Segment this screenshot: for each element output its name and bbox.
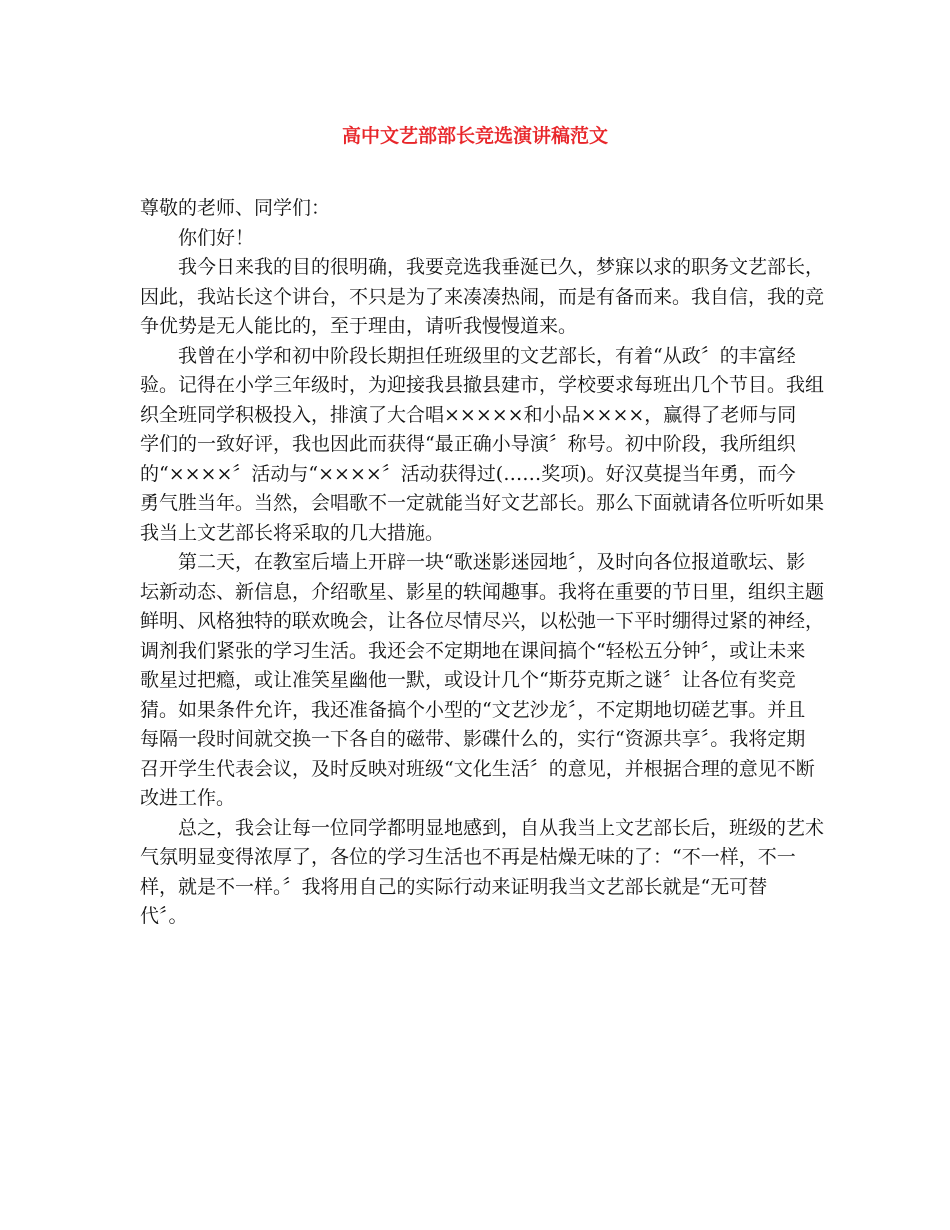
text-line: 的“××××〞活动与“××××〞活动获得过(……奖项)。好汉莫提当年勇，而今 <box>140 462 796 485</box>
text-line: 我当上文艺部长将采取的几大措施。 <box>140 521 445 544</box>
text-line: 争优势是无人能比的，至于理由，请听我慢慢道来。 <box>140 315 578 337</box>
text-line: 坛新动态、新信息，介绍歌星、影星的轶闻趣事。我将在重要的节日里，组织主题 <box>140 580 825 603</box>
document-title: 高中文艺部部长竞选演讲稿范文 <box>341 125 608 147</box>
text-line: 第二天，在教室后墙上开辟一块“歌迷影迷园地〞，及时向各位报道歌坛、影 <box>178 551 806 573</box>
text-line: 总之，我会让每一位同学都明显地感到，自从我当上文艺部长后，班级的艺术 <box>178 816 825 839</box>
text-line: 改进工作。 <box>140 787 236 809</box>
text-line: 气氛明显变得浓厚了，各位的学习生活也不再是枯燥无味的了：“不一样，不一 <box>140 846 796 868</box>
text-line: 验。记得在小学三年级时，为迎接我县撤县建市，学校要求每班出几个节目。我组 <box>140 374 825 396</box>
text-line: 织全班同学积极投入，排演了大合唱×××××和小品××××，赢得了老师与同 <box>140 403 797 426</box>
text-line: 勇气胜当年。当然，会唱歌不一定就能当好文艺部长。那么下面就请各位听听如果 <box>140 492 825 514</box>
text-line: 学们的一致好评，我也因此而获得“最正确小导演〞称号。初中阶段，我所组织 <box>140 433 796 455</box>
paragraph-lines <box>140 224 825 932</box>
text-line: 猜。如果条件允许，我还准备搞个小型的“文艺沙龙〞，不定期地切磋艺事。并且 <box>140 698 806 721</box>
text-line: 你们好！ <box>178 226 255 249</box>
text-line: 鲜明、风格独特的联欢晚会，让各位尽情尽兴，以松弛一下平时绷得过紧的神经， <box>140 610 825 632</box>
text-line: 样，就是不一样。〞我将用自己的实际行动来证明我当文艺部长就是“无可替 <box>140 875 768 898</box>
text-line: 我今日来我的目的很明确，我要竞选我垂涎已久，梦寐以求的职务文艺部长， <box>178 256 825 278</box>
text-line: 召开学生代表会议，及时反映对班级“文化生活〞的意见，并根据合理的意见不断 <box>140 757 815 780</box>
text-line: 因此，我站长这个讲台，不只是为了来凑凑热闹，而是有备而来。我自信，我的竞 <box>140 285 825 308</box>
text-line: 调剂我们紧张的学习生活。我还会不定期地在课间搞个“轻松五分钟〞，或让未来 <box>140 639 806 662</box>
text-line: 歌星过把瘾，或让准笑星幽他一默，或设计几个“斯芬克斯之谜〞让各位有奖竞 <box>140 669 796 691</box>
text-line: 我曾在小学和初中阶段长期担任班级里的文艺部长，有着“从政〞的丰富经 <box>178 344 796 367</box>
document-body <box>140 194 825 932</box>
greeting-line: 尊敬的老师、同学们： <box>140 197 331 219</box>
text-line: 每隔一段时间就交换一下各自的磁带、影碟什么的，实行“资源共享〞。我将定期 <box>140 728 806 750</box>
text-line: 代〞。 <box>140 905 188 927</box>
